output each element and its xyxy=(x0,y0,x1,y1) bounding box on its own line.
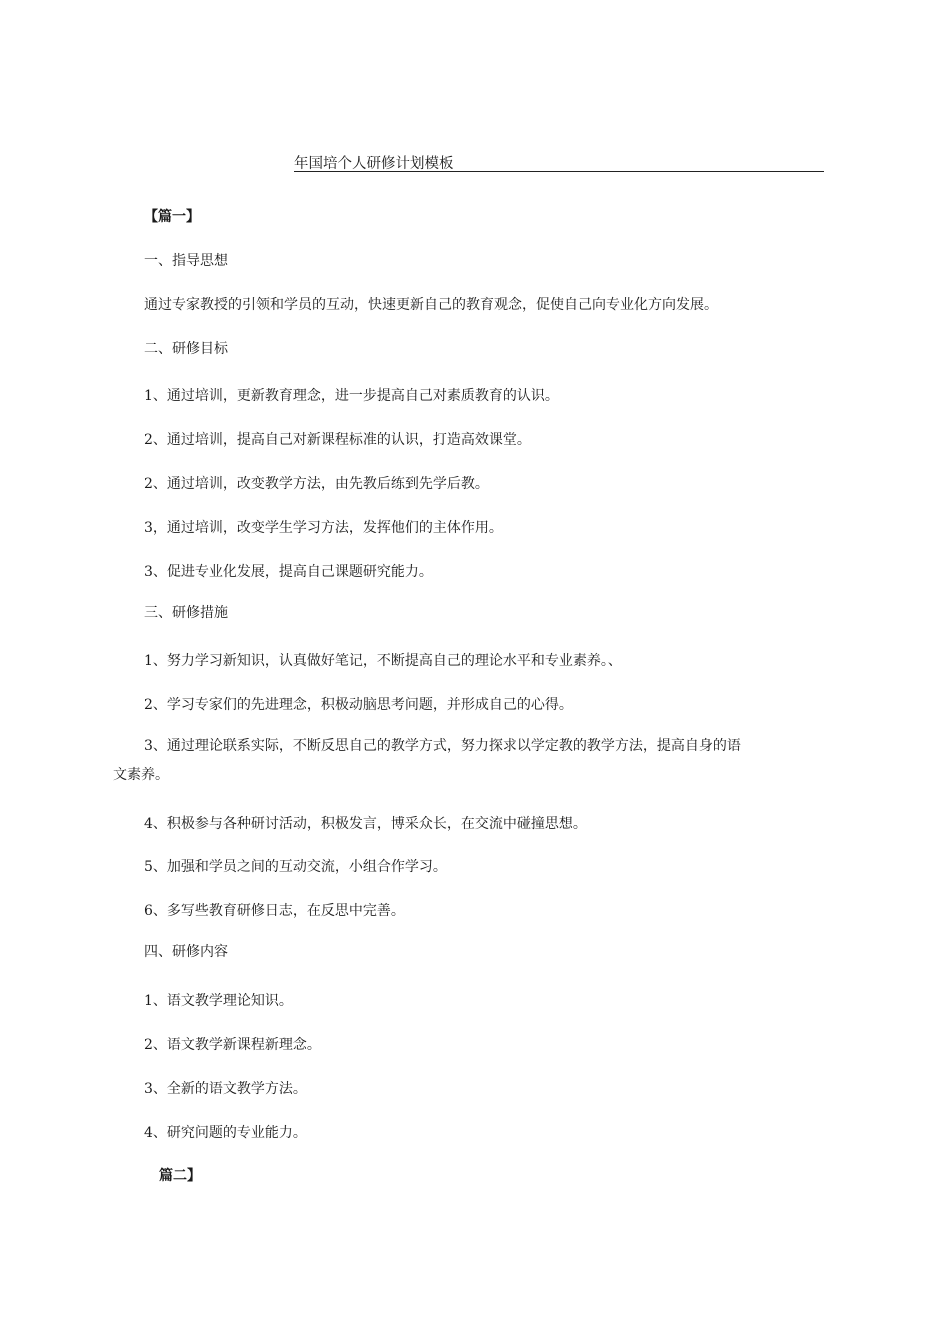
section-two-marker: 篇二】 xyxy=(159,1168,201,1184)
goal-item: 3、促进专业化发展，提高自己课题研究能力。 xyxy=(144,564,433,580)
content-item: 1、语文教学理论知识。 xyxy=(144,993,293,1009)
measure-item: 3、通过理论联系实际，不断反思自己的教学方式，努力探求以学定教的教学方法，提高自身的语 xyxy=(144,738,741,754)
heading-study-content: 四、研修内容 xyxy=(144,944,228,960)
title-underline xyxy=(294,171,824,172)
content-item: 3、全新的语文教学方法。 xyxy=(144,1081,307,1097)
heading-guiding-thought: 一、指导思想 xyxy=(144,253,228,269)
heading-study-measures: 三、研修措施 xyxy=(144,605,228,621)
goal-item: 3，通过培训，改变学生学习方法，发挥他们的主体作用。 xyxy=(144,520,503,536)
title-row xyxy=(294,153,824,173)
measure-item: 4、积极参与各种研讨活动，积极发言，博采众长，在交流中碰撞思想。 xyxy=(144,816,587,832)
measure-item-continuation: 文素养。 xyxy=(113,767,169,783)
goal-item: 1、通过培训，更新教育理念，进一步提高自己对素质教育的认识。 xyxy=(144,388,559,404)
section-one-marker: 【篇一】 xyxy=(144,209,200,225)
measure-item: 6、多写些教育研修日志，在反思中完善。 xyxy=(144,903,405,919)
content-item: 2、语文教学新课程新理念。 xyxy=(144,1037,321,1053)
measure-item: 2、学习专家们的先进理念，积极动脑思考问题，并形成自己的心得。 xyxy=(144,697,573,713)
document-title: 年国培个人研修计划模板 xyxy=(294,156,454,172)
heading-study-goals: 二、研修目标 xyxy=(144,341,228,357)
goal-item: 2、通过培训，改变教学方法，由先教后练到先学后教。 xyxy=(144,476,489,492)
guiding-thought-text: 通过专家教授的引领和学员的互动，快速更新自己的教育观念，促使自己向专业化方向发展。 xyxy=(144,297,718,313)
measure-item: 5、加强和学员之间的互动交流，小组合作学习。 xyxy=(144,859,447,875)
goal-item: 2、通过培训，提高自己对新课程标准的认识，打造高效课堂。 xyxy=(144,432,531,448)
measure-item: 1、努力学习新知识，认真做好笔记，不断提高自己的理论水平和专业素养。、 xyxy=(144,653,622,669)
content-item: 4、研究问题的专业能力。 xyxy=(144,1125,307,1141)
